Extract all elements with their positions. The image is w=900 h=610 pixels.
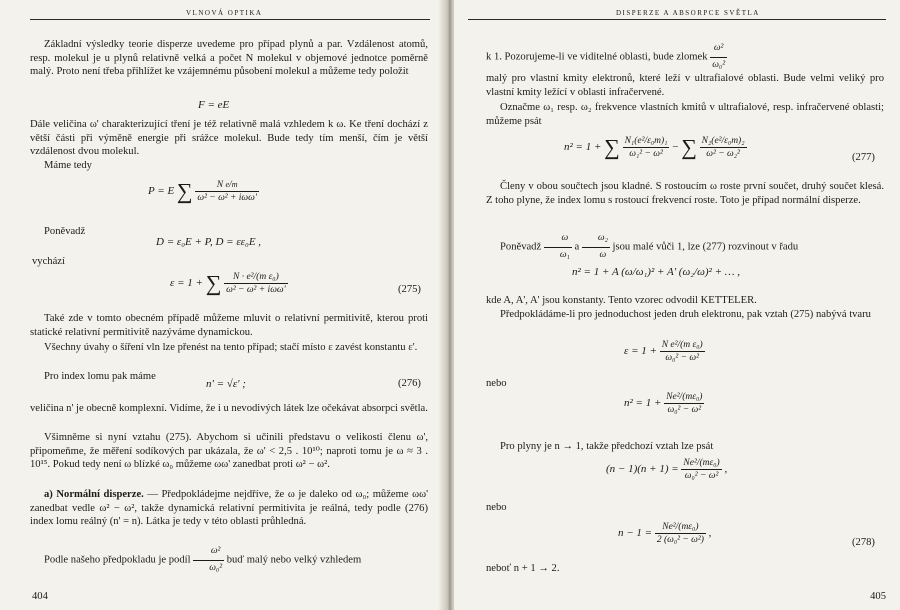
p4-f2-den: ω <box>599 249 607 260</box>
eq-277-term1-den: ω₁² − ω² <box>629 149 663 159</box>
eq-277-term2-den: ω² − ω₂² <box>706 149 740 159</box>
left-paragraph-1: Základní výsledky teorie disperze uvedeme pro případ plynů a par. Vzdálenost atomů, resp. molekul je u plynů relativně velká a počet N molekul v objemové jednotce poměrně malý. Proto není třeba přihlížet ke vzájemnému působení molekul a můžeme tedy položit <box>30 39 428 78</box>
left-eq-275 <box>170 272 288 295</box>
p4-f1-den: ω₁ <box>559 249 570 260</box>
p9-fraction <box>193 545 224 575</box>
eq-277-term2-num: N₂(e²/ε₀m)₂ <box>701 136 745 146</box>
eq-p-num-m: m <box>231 180 238 189</box>
right-paragraph-2: Označme ω₁ resp. ω₂ frekvence vlastních kmitů v ultrafialové, resp. infračervené oblasti; můžeme psát <box>486 102 884 127</box>
p4-text-a: Poněvadž <box>500 241 542 253</box>
right-running-header: DISPERZE A ABSORPCE SVĚTLA <box>616 9 760 17</box>
eq-a-lhs: ε = 1 + <box>624 345 657 358</box>
eq-number-277: (277) <box>852 152 875 163</box>
eq-275-lhs: ε = 1 + <box>170 277 203 290</box>
sum-symbol: ∑ <box>604 134 620 160</box>
p4-fraction-1 <box>544 232 572 262</box>
label-vychazi: vychází <box>32 256 65 267</box>
label-ponevadz: Poněvadž <box>44 226 86 237</box>
eq-278-tail: , <box>708 527 712 540</box>
right-paragraph-1b: malý pro vlastní kmity elektronů, které leží v ultrafialové oblasti. Bude velmi veliký pro vlastní kmity ležící v oblasti infračervené. <box>486 73 884 98</box>
p4-text-and: a <box>574 241 580 253</box>
p9-frac-den: ω₀² <box>209 562 223 573</box>
p1-frac-den: ω₀² <box>712 59 726 70</box>
eq-277-lhs: n² = 1 + <box>564 141 602 154</box>
eq-p-numerator: N e/m <box>195 180 259 192</box>
left-eq-276: n' = √ε' ; <box>206 378 246 390</box>
eq-a-num: N e²/(m ε₀) <box>661 340 703 350</box>
eq-c-num: Ne²/(mε₀) <box>683 458 720 468</box>
left-running-header: VLNOVÁ OPTIKA <box>186 9 263 17</box>
right-page <box>454 0 900 610</box>
right-paragraph-8: neboť n + 1 → 2. <box>486 563 560 574</box>
right-paragraph-5: kde A, A', A' jsou konstanty. Tento vzorec odvodil KETTELER. <box>486 295 757 306</box>
sum-symbol: ∑ <box>205 270 222 296</box>
right-eq-a <box>624 340 705 363</box>
eq-p-fraction <box>195 180 259 203</box>
right-eq-b <box>624 392 704 415</box>
right-page-number: 405 <box>870 591 886 602</box>
eq-c-fraction <box>681 458 721 481</box>
eq-b-den: ω₀² − ω² <box>667 405 702 415</box>
eq-b-fraction <box>664 392 704 415</box>
right-paragraph-6: Předpokládáme-li pro jednoduchost jeden druh elektronu, pak vztah (275) nabývá tvaru <box>500 309 871 320</box>
eq-b-lhs: n² = 1 + <box>624 397 662 410</box>
eq-p-num-n: N <box>216 180 224 190</box>
left-paragraph-7: Všimněme si nyní vztahu (275). Abychom si učinili představu o velikosti členu ω', připomeňme, že měření sodíkových par ukázala, že ω' < 2,5 . 10¹⁰; naproti tomu je ω ≈ 3 . 10¹⁵. Pokud tedy není ω blízké ω₀ můžeme ωω' zanedbat proti ω² − ω². <box>30 432 428 471</box>
eq-c-den: ω₀² − ω² <box>684 471 719 481</box>
right-paragraph-3: Členy v obou součtech jsou kladné. S rostoucím ω roste první součet, druhý součet klesá. Z toho plyne, že index lomu s rostoucí frekvencí roste. Toto je případ normální disperze. <box>486 181 884 206</box>
left-paragraph-5: Pro index lomu pak máme <box>44 371 156 382</box>
eq-p-num-e: e <box>225 180 230 189</box>
left-paragraph-9 <box>30 545 428 575</box>
eq-number-276: (276) <box>398 378 421 389</box>
left-paragraph-2b: Máme tedy <box>44 160 92 171</box>
left-paragraph-3: Také zde v tomto obecném případě můžeme mluvit o relativní permitivitě, kterou proti statické relativní permitivitě nazýváme dynamickou. <box>30 313 428 338</box>
left-header-rule <box>30 19 430 20</box>
p4-text-b: jsou malé vůči 1, lze (277) rozvinout v řadu <box>612 241 799 253</box>
sum-symbol: ∑ <box>681 134 697 160</box>
eq-278-num: Ne²/(mε₀) <box>655 522 706 534</box>
left-paragraph-8 <box>30 488 428 529</box>
eq-277-term2 <box>700 136 747 159</box>
label-nebo-2: nebo <box>486 502 507 513</box>
eq-p-denominator: ω² − ω² + iωω' <box>197 193 257 203</box>
p9-text-b: buď malý nebo velký vzhledem <box>226 554 362 566</box>
normal-dispersion-heading: a) Normální disperze. <box>44 489 144 500</box>
label-nebo-1: nebo <box>486 378 507 389</box>
left-page-number: 404 <box>32 591 48 602</box>
eq-c-tail: , <box>724 463 728 476</box>
right-header-rule <box>468 19 886 20</box>
eq-275-numerator: N · e²/(m ε₀) <box>224 272 288 284</box>
eq-277-term1 <box>623 136 670 159</box>
eq-p-lhs: P = E <box>148 185 175 198</box>
eq-c-lhs: (n − 1)(n + 1) = <box>606 463 679 476</box>
eq-278-den: 2 (ω₀² − ω²) <box>656 535 704 545</box>
eq-275-denominator: ω² − ω² + iωω' <box>226 285 286 295</box>
left-paragraph-4: Všechny úvahy o šíření vln lze přenést na tento případ; stačí místo ε zavést konstantu ε'. <box>44 342 418 353</box>
right-eq-278 <box>618 522 711 545</box>
right-paragraph-1a <box>486 42 884 72</box>
eq-number-275: (275) <box>398 284 421 295</box>
right-paragraph-4 <box>486 232 884 262</box>
eq-277-minus: − <box>672 141 679 154</box>
p4-f1-num: ω <box>544 232 572 248</box>
eq-277-term1-num: N₁(e²/ε₀m)₁ <box>624 136 668 146</box>
eq-275-fraction <box>224 272 288 295</box>
sum-symbol: ∑ <box>176 178 193 204</box>
eq-a-fraction <box>660 340 705 363</box>
normal-dispersion-text: — Předpokládejme nejdříve, že ω je daleko od ω₀; můžeme ωω' zanedbat vedle ω² − ω², takže dynamická relativní permitivita je reálná, tedy podle (276) index lomu reálný (n' = n). Látka je tedy v této oblasti průhledná. <box>30 489 428 528</box>
left-page <box>0 0 446 610</box>
right-eq-series: n² = 1 + A (ω/ω₁)² + A' (ω₂/ω)² + … , <box>572 266 741 278</box>
right-paragraph-7: Pro plyny je n → 1, takže předchozí vztah lze psát <box>500 441 714 452</box>
p4-fraction-2 <box>582 232 610 262</box>
p4-f2-num: ω₂ <box>582 232 610 248</box>
left-paragraph-2: Dále veličina ω' charakterizující tření je též relativně malá vzhledem k ω. Ke tření dochází z větší části při výměně energie při srážce molekul. Bude tedy tím menší, čím je větší vzdálenost dvou molekul. <box>30 119 428 158</box>
p1-text-a: k 1. Pozorujeme-li ve viditelné oblasti, bude zlomek <box>486 51 708 63</box>
eq-278-lhs: n − 1 = <box>618 527 653 540</box>
p1-frac-num: ω² <box>710 42 727 58</box>
p1-fraction <box>710 42 727 72</box>
left-eq-polarization <box>148 180 259 203</box>
eq-a-den: ω₀² − ω² <box>665 353 699 363</box>
left-eq-displacement: D = ε₀E + P, D = εε₀E , <box>156 236 262 248</box>
left-eq-force: F = eE <box>198 99 230 111</box>
left-paragraph-6: veličina n' je obecně komplexní. Vidíme, že i u nevodivých látek lze očekávat absorpci světla. <box>30 403 428 414</box>
p9-frac-num: ω² <box>193 545 224 561</box>
right-eq-c <box>606 458 727 481</box>
eq-number-278: (278) <box>852 537 875 548</box>
p9-text-a: Podle našeho předpokladu je podíl <box>44 554 191 566</box>
eq-b-num: Ne²/(mε₀) <box>666 392 703 402</box>
eq-278-fraction <box>655 522 706 545</box>
right-eq-277 <box>564 136 747 159</box>
